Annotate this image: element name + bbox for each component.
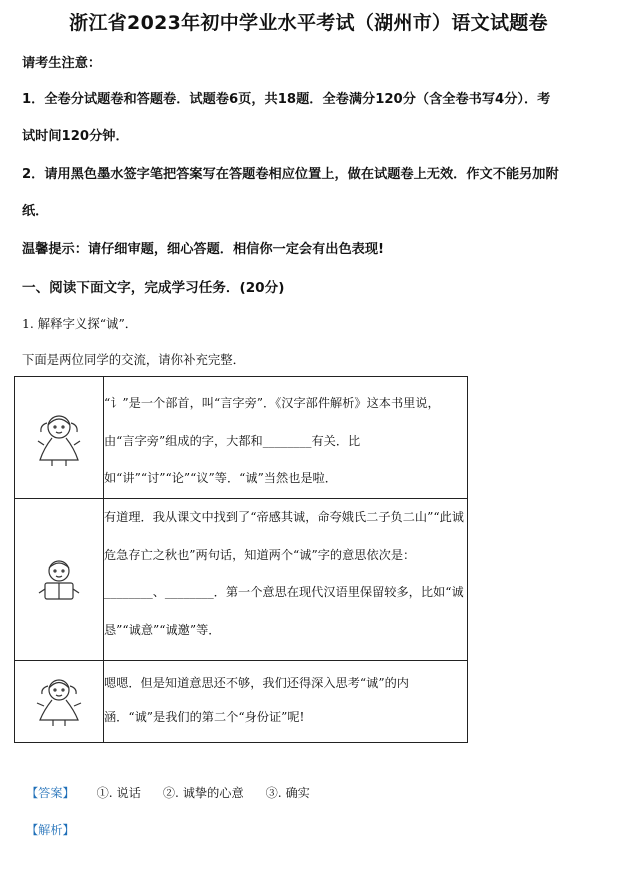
notice-item-2-line-2: 纸． xyxy=(22,204,49,219)
dialog-avatar-cell xyxy=(15,661,104,743)
answer-item: ②. 诚挚的心意 xyxy=(162,786,244,800)
notice-heading: 请考生注意： xyxy=(22,56,102,71)
answer-block xyxy=(26,784,328,801)
analysis-label: 【解析】 xyxy=(26,823,75,837)
page-title: 浙江省2023年初中学业水平考试（湖州市）语文试题卷 xyxy=(69,12,548,34)
dialog-row xyxy=(15,661,468,743)
question-1: 1. 解释字义探“诚”． xyxy=(22,316,138,331)
dialog-text: “讠”是一个部首，叫“言字旁”．《汉字部件解析》这本书里说，由“言字旁”组成的字，大都和________有关．比如“讲”“讨”“论”“议”等．“诚”当然也是啦． xyxy=(104,377,468,499)
dialog-row xyxy=(15,377,468,499)
girl-icon xyxy=(32,672,86,732)
answer-label: 【答案】 xyxy=(26,786,75,800)
boy-icon xyxy=(33,555,85,605)
notice-item-1-line-1: 1．全卷分试题卷和答题卷．试题卷6页，共18题．全卷满分120分（含全卷书写4分）．考 xyxy=(22,92,551,107)
girl-icon xyxy=(32,405,86,471)
question-1-intro: 下面是两位同学的交流，请你补充完整． xyxy=(22,352,246,367)
dialog-row xyxy=(15,499,468,661)
dialog-avatar-cell xyxy=(15,499,104,661)
answer-item: ③. 确实 xyxy=(265,786,310,800)
answer-item: ①. 说话 xyxy=(96,786,141,800)
dialog-text: 嗯嗯．但是知道意思还不够，我们还得深入思考“诚”的内涵．“诚”是我们的第二个“身份证”呢! xyxy=(104,661,468,743)
dialog-avatar-cell xyxy=(15,377,104,499)
dialog-text: 有道理．我从课文中找到了“帝感其诚，命夸娥氏二子负二山”“此诚危急存亡之秋也”两句话，知道两个“诚”字的意思依次是：________、________．第一个意思在现代汉语里保留较多，比如“诚恳”“诚意”“诚邀”等． xyxy=(104,499,468,661)
warm-hint: 温馨提示：请仔细审题，细心答题．相信你一定会有出色表现! xyxy=(22,242,385,257)
dialog-table xyxy=(14,376,468,743)
notice-item-1-line-2: 试时间120分钟． xyxy=(22,129,129,144)
section-1-heading: 一、阅读下面文字，完成学习任务．(20分) xyxy=(22,280,285,296)
notice-item-2-line-1: 2．请用黑色墨水签字笔把答案写在答题卷相应位置上，做在试题卷上无效．作文不能另加附 xyxy=(22,167,559,182)
